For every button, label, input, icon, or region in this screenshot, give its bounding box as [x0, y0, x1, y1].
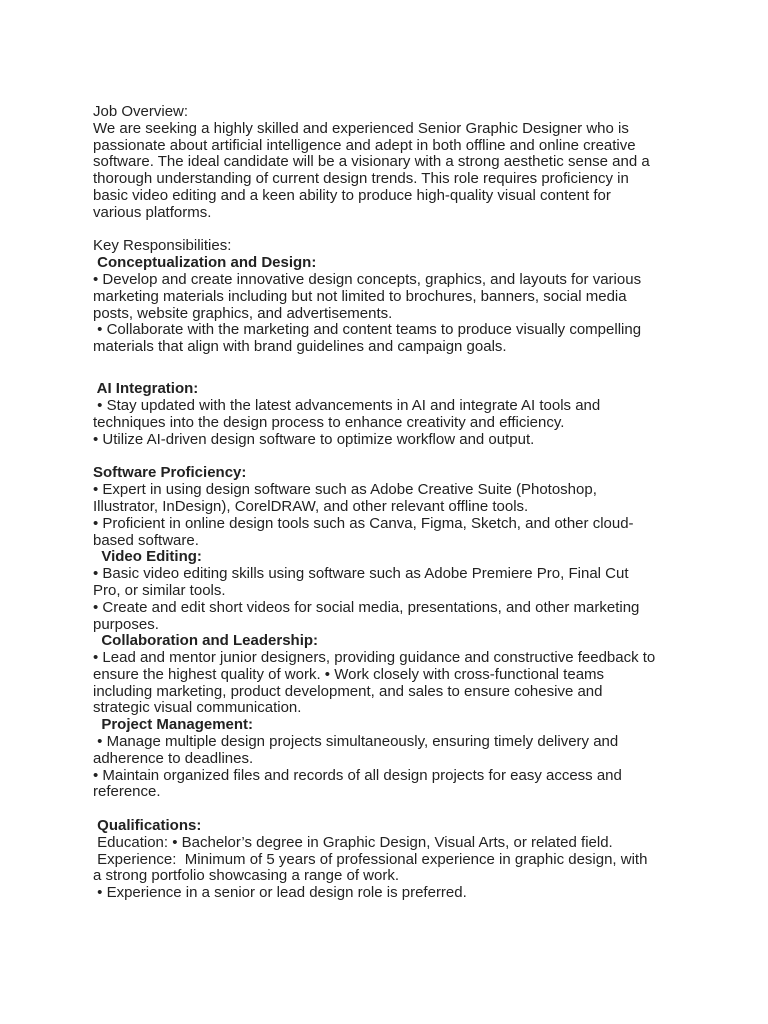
- responsibility-line: reference.: [93, 783, 161, 801]
- qualification-line: Education: • Bachelor’s degree in Graphic Design, Visual Arts, or related field.: [93, 833, 613, 851]
- qualification-line: a strong portfolio showcasing a range of work.: [93, 867, 399, 885]
- job-overview-heading: Job Overview:: [93, 103, 189, 120]
- paragraph-gap: [93, 356, 693, 373]
- overview-text-line: various platforms.: [93, 203, 212, 221]
- overview-text-line: passionate about artificial intelligence and adept in both offline and online creative: [93, 136, 636, 154]
- responsibility-line: materials that align with brand guidelines and campaign goals.: [93, 338, 507, 356]
- responsibility-line: adherence to deadlines.: [93, 749, 254, 767]
- responsibility-line: • Create and edit short videos for social media, presentations, and other marketing: [93, 598, 640, 616]
- job-description-document: [93, 104, 693, 902]
- responsibility-line: marketing materials including but not limited to brochures, banners, social media: [93, 287, 627, 305]
- conceptualization-heading: Conceptualization and Design:: [93, 254, 317, 272]
- project-management-heading: Project Management:: [93, 716, 254, 734]
- overview-text-line: We are seeking a highly skilled and experienced Senior Graphic Designer who is: [93, 119, 629, 137]
- overview-text-line: software. The ideal candidate will be a visionary with a strong aesthetic sense and a: [93, 153, 650, 171]
- responsibility-line: • Lead and mentor junior designers, providing guidance and constructive feedback to: [93, 649, 656, 667]
- responsibility-line: • Proficient in online design tools such as Canva, Figma, Sketch, and other cloud-: [93, 514, 634, 532]
- key-responsibilities-heading: Key Responsibilities:: [93, 237, 232, 255]
- responsibility-line: posts, website graphics, and advertisements.: [93, 304, 393, 322]
- responsibility-line: ensure the highest quality of work. • Work closely with cross-functional teams: [93, 665, 605, 683]
- video-editing-heading: Video Editing:: [93, 548, 202, 566]
- responsibility-line: • Develop and create innovative design concepts, graphics, and layouts for various: [93, 270, 642, 288]
- responsibility-line: techniques into the design process to enhance creativity and efficiency.: [93, 413, 565, 431]
- responsibility-line: including marketing, product development, and sales to ensure cohesive and: [93, 682, 603, 700]
- responsibility-line: • Collaborate with the marketing and content teams to produce visually compelling: [93, 321, 642, 339]
- paragraph-gap: [93, 449, 693, 466]
- responsibility-line: purposes.: [93, 615, 159, 633]
- responsibility-line: • Manage multiple design projects simultaneously, ensuring timely delivery and: [93, 733, 619, 751]
- responsibility-line: • Stay updated with the latest advancements in AI and integrate AI tools and: [93, 397, 601, 415]
- responsibility-line: • Utilize AI-driven design software to optimize workflow and output.: [93, 430, 535, 448]
- software-proficiency-heading: Software Proficiency:: [93, 464, 247, 482]
- paragraph-gap: [93, 801, 693, 818]
- paragraph-gap: [93, 222, 693, 239]
- responsibility-line: Pro, or similar tools.: [93, 581, 226, 599]
- responsibility-line: Illustrator, InDesign), CorelDRAW, and other relevant offline tools.: [93, 497, 529, 515]
- ai-integration-heading: AI Integration:: [93, 380, 199, 398]
- qualifications-heading: Qualifications:: [93, 817, 202, 835]
- overview-text-line: thorough understanding of current design trends. This role requires proficiency in: [93, 170, 629, 188]
- qualification-line: • Experience in a senior or lead design role is preferred.: [93, 884, 467, 902]
- responsibility-line: strategic visual communication.: [93, 699, 302, 717]
- collaboration-leadership-heading: Collaboration and Leadership:: [93, 632, 319, 650]
- responsibility-line: • Expert in using design software such as Adobe Creative Suite (Photoshop,: [93, 481, 597, 499]
- responsibility-line: based software.: [93, 531, 199, 549]
- responsibility-line: • Maintain organized files and records of all design projects for easy access and: [93, 766, 622, 784]
- qualification-line: Experience: Minimum of 5 years of professional experience in graphic design, with: [93, 850, 648, 868]
- responsibility-line: • Basic video editing skills using software such as Adobe Premiere Pro, Final Cut: [93, 565, 629, 583]
- overview-text-line: basic video editing and a keen ability to produce high-quality visual content for: [93, 186, 611, 204]
